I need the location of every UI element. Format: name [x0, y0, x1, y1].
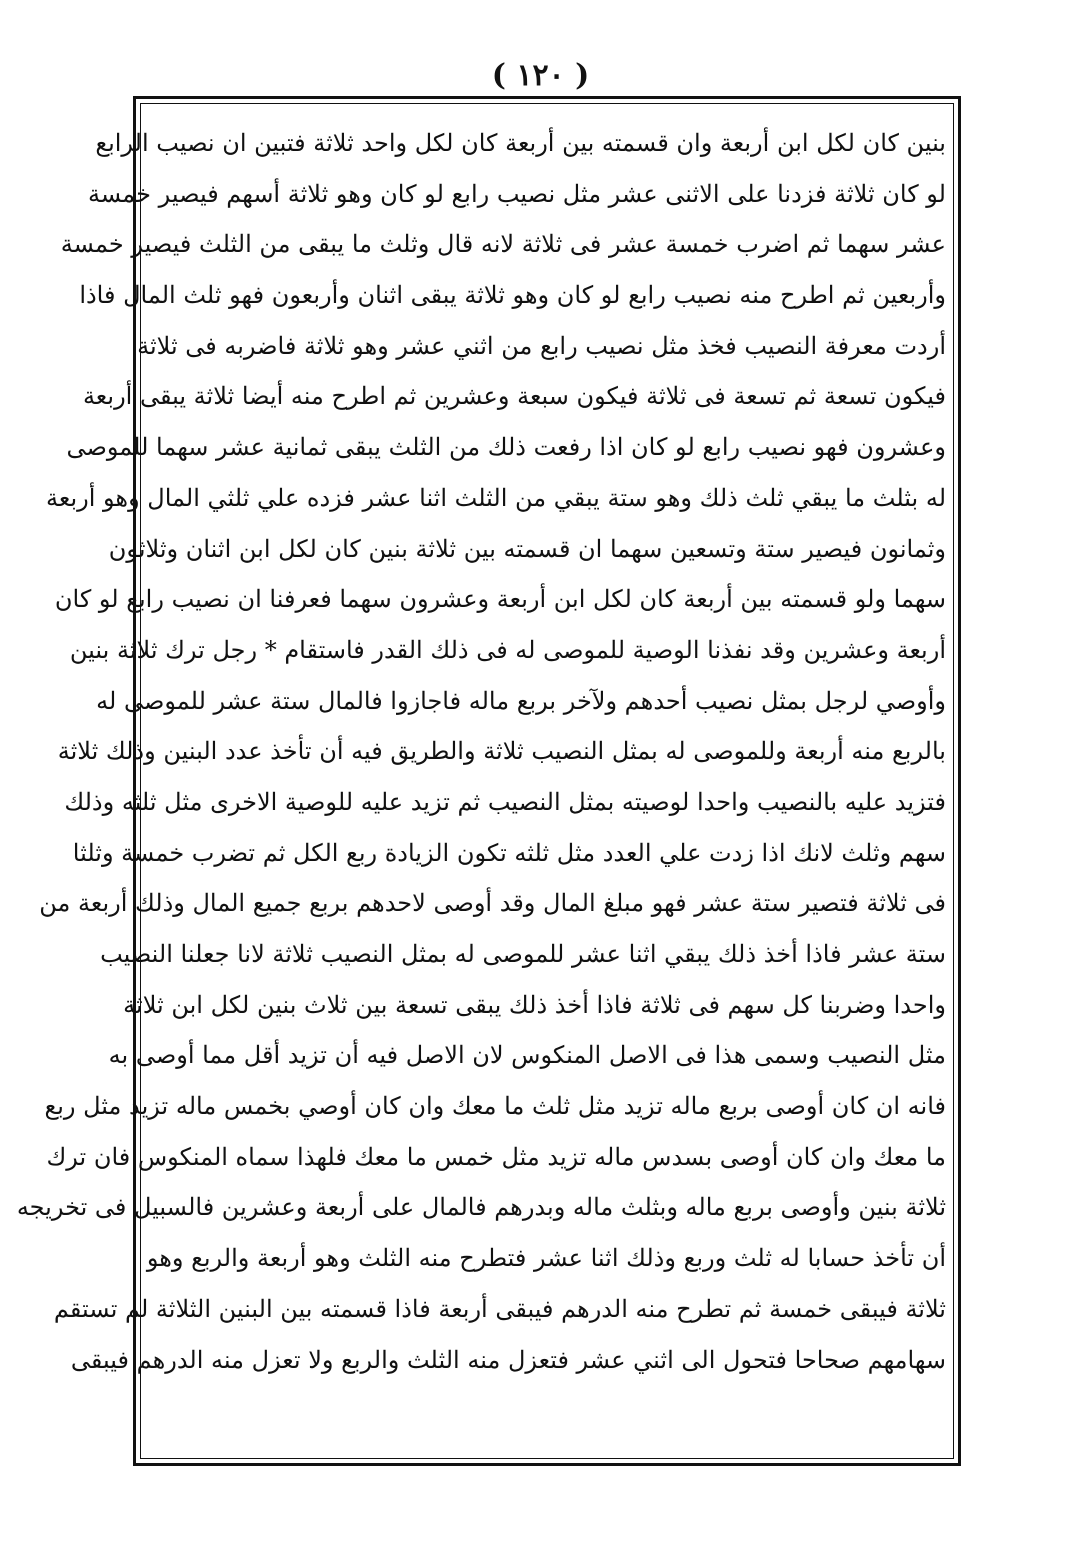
text-line: فيكون تسعة ثم تسعة فى ثلاثة فيكون سبعة وعشرين ثم اطرح منه أيضا ثلاثة يبقى أربعة [82, 382, 946, 411]
text-line: سهم وثلث لانك اذا زدت علي العدد مثل ثلثه تكون الزيادة ربع الكل ثم تضرب خمسة وثلثا [72, 838, 946, 867]
text-line: أربعة وعشرين وقد نفذنا الوصية للموصى له فى ذلك القدر فاستقام * رجل ترك ثلاثة بنين [69, 635, 946, 664]
text-line: سهامهم صحاحا فتحول الى اثني عشر فتعزل منه الثلث والربع ولا تعزل منه الدرهم فيبقى [70, 1345, 946, 1374]
text-line: أردت معرفة النصيب فخذ مثل نصيب رابع من اثني عشر وهو ثلاثة فاضربه فى ثلاثة [137, 331, 946, 360]
text-line: سهما ولو قسمته بين أربعة كان لكل ابن أربعة وعشرون سهما فعرفنا ان نصيب رابع لو كان [54, 585, 946, 614]
text-line: لو كان ثلاثة فزدنا على الاثنى عشر مثل نصيب رابع لو كان وهو ثلاثة أسهم فيصير خمسة [88, 179, 946, 208]
text-line: ثلاثة فيبقى خمسة ثم تطرح منه الدرهم فيبقى أربعة فاذا قسمته بين البنين الثلاثة لم تستقم [53, 1294, 946, 1323]
text-line: بنين كان لكل ابن أربعة وان قسمته بين أربعة كان لكل واحد ثلاثة فتبين ان نصيب الرابع [95, 129, 946, 157]
text-line: وأوصي لرجل بمثل نصيب أحدهم ولآخر بربع ماله فاجازوا فالمال ستة عشر للموصى له [96, 686, 946, 715]
document-body [16, 118, 946, 1385]
text-line: ستة عشر فاذا أخذ ذلك يبقي اثنا عشر للموصى له بمثل النصيب ثلاثة لانا جعلنا النصيب [100, 940, 946, 968]
text-line: فتزيد عليه بالنصيب واحدا لوصيته بمثل النصيب ثم تزيد عليه للوصية الاخرى مثل ثلثه وذلك [64, 787, 946, 816]
text-line: بالربع منه أربعة وللموصى له بمثل النصيب ثلاثة والطريق فيه أن تأخذ عدد البنين وذلك ثلاثة [57, 737, 946, 766]
text-line: فانه ان كان أوصى بربع ماله تزيد مثل ثلث ما معك وان كان أوصي بخمس ماله تزيد مثل ربع [44, 1092, 946, 1121]
text-line: وثمانون فيصير ستة وتسعين سهما ان قسمته بين ثلاثة بنين كان لكل ابن اثنان وثلاثون [108, 534, 946, 563]
text-line: وعشرون فهو نصيب رابع لو كان اذا رفعت ذلك من الثلث يبقى ثمانية عشر سهما للموصى [66, 433, 946, 462]
text-line: ثلاثة بنين وأوصى بربع ماله وبثلث ماله وبدرهم فالمال على أربعة وعشرين فالسبيل فى تخريجه [16, 1193, 946, 1222]
text-line: مثل النصيب وسمى هذا فى الاصل المنكوس لان الاصل فيه أن تزيد أقل مما أوصى به [108, 1041, 946, 1070]
text-line: له بثلث ما يبقي ثلث ذلك وهو ستة يبقي من الثلث اثنا عشر فزده علي ثلثي المال وهو أربعة [46, 483, 946, 512]
page-number: ( ١٢٠ ) [491, 58, 590, 93]
text-line: أن تأخذ حسابا له ثلث وربع وذلك اثنا عشر فتطرح منه الثلث وهو أربعة والربع وهو [146, 1244, 946, 1273]
text-line: واحدا وضربنا كل سهم فى ثلاثة فاذا أخذ ذلك يبقى تسعة بين ثلاث بنين لكل ابن ثلاثة [123, 990, 946, 1019]
text-line: فى ثلاثة فتصير ستة عشر فهو مبلغ المال وقد أوصى لاحدهم بربع جميع المال وذلك أربعة من [39, 889, 946, 918]
text-line: عشر سهما ثم اضرب خمسة عشر فى ثلاثة لانه قال وثلث ما يبقى من الثلث فيصير خمسة [60, 230, 946, 259]
text-line: ما معك وان كان أوصى بسدس ماله تزيد مثل خمس ما معك فلهذا سماه المنكوس فان ترك [46, 1142, 946, 1171]
text-line: وأربعين ثم اطرح منه نصيب رابع لو كان وهو ثلاثة يبقى اثنان وأربعون فهو ثلث المال فاذا [79, 281, 946, 310]
